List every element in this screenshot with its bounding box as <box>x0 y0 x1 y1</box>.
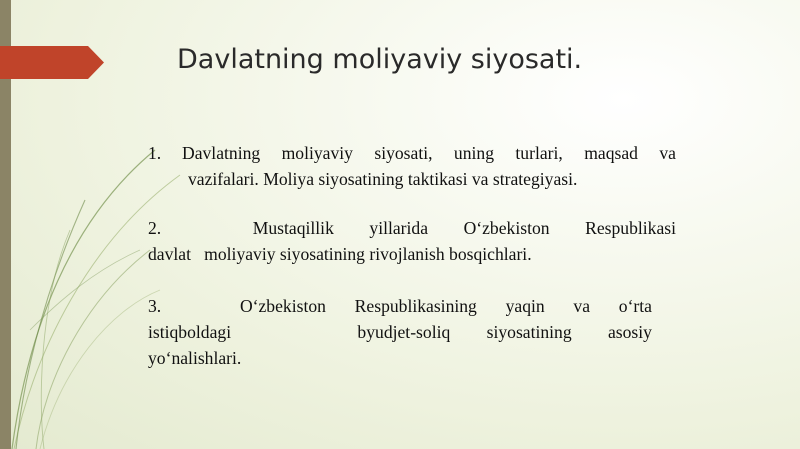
list-item-3-word: O‘zbekiston <box>239 296 326 316</box>
list-item-3-line-2 <box>148 319 652 345</box>
list-item-1-line-1 <box>148 140 676 166</box>
list-item-3-word: va <box>573 296 591 316</box>
list-item-3-line-1 <box>148 293 652 319</box>
slide-title: Davlatning moliyaviy siyosati. <box>177 44 583 75</box>
list-item-2-word: Respublikasi <box>585 218 676 238</box>
list-item-3-line-3: yo‘nalishlari. <box>148 348 242 368</box>
title-arrow-icon <box>0 46 104 79</box>
list-item-3-word: byudjet-soliq <box>357 322 451 342</box>
list-item-1-text-cont: vazifalari. Moliya siyosatining taktikasi va strategiyasi. <box>188 169 578 189</box>
list-item-2-word: yillarida <box>369 218 429 238</box>
list-item-1-number: 1. <box>148 143 162 163</box>
list-item-3-word: o‘rta <box>618 296 652 316</box>
list-item-1 <box>148 140 676 192</box>
list-item-3-word: Respublikasining <box>354 296 477 316</box>
list-item-2-word: Mustaqillik <box>252 218 334 238</box>
list-item-3-number: 3. <box>148 296 162 316</box>
list-item-2-number: 2. <box>148 218 162 238</box>
list-item-3-word: asosiy <box>607 322 652 342</box>
list-item-2-word: O‘zbekiston <box>463 218 550 238</box>
list-item-3-word: yaqin <box>505 296 545 316</box>
list-item-3 <box>148 293 652 371</box>
list-item-2 <box>148 215 676 267</box>
list-item-3-word: siyosatining <box>486 322 572 342</box>
list-item-3-word: istiqboldagi <box>148 322 232 342</box>
list-item-2-line-1 <box>148 215 676 241</box>
list-item-2-line-2: davlat moliyaviy siyosatining rivojlanish bosqichlari. <box>148 244 532 264</box>
list-item-1-text: Davlatning moliyaviy siyosati, uning turlari, maqsad va <box>182 143 676 163</box>
